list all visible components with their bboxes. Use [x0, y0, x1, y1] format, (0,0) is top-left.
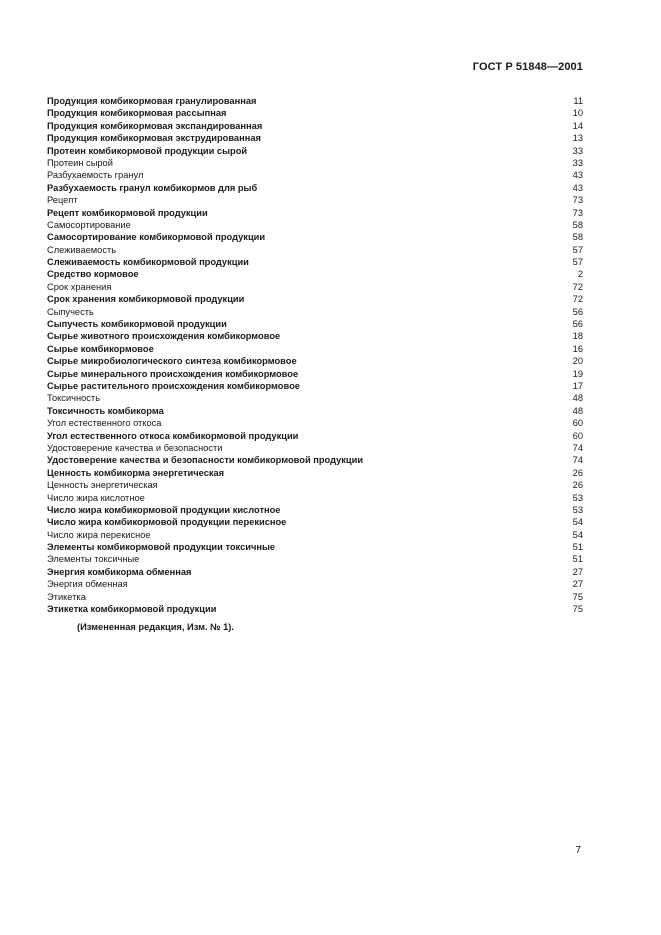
index-term: Токсичность: [47, 393, 101, 404]
index-entry: [47, 603, 583, 615]
index-term: Разбухаемость гранул комбикормов для рыб: [47, 182, 258, 193]
index-entry: [47, 343, 583, 355]
index-page-ref: 72: [572, 281, 583, 292]
index-page-ref: 20: [572, 356, 583, 367]
index-entry: [47, 194, 583, 206]
index-page-ref: 19: [572, 368, 583, 379]
index-entry: [47, 541, 583, 553]
index-entry: [47, 256, 583, 268]
index-term: Рецепт: [47, 195, 78, 206]
index-page-ref: 57: [572, 257, 583, 268]
index-page-ref: 51: [572, 542, 583, 553]
index-term: Разбухаемость гранул: [47, 170, 144, 181]
index-entry: [47, 529, 583, 541]
index-term: Ценность комбикорма энергетическая: [47, 467, 225, 478]
index-entry: [47, 182, 583, 194]
index-term: Угол естественного откоса комбикормовой продукции: [47, 430, 299, 441]
index-page-ref: 48: [572, 393, 583, 404]
index-entry: [47, 107, 583, 119]
index-entry: [47, 454, 583, 466]
index-page-ref: 53: [572, 504, 583, 515]
index-term: Срок хранения комбикормовой продукции: [47, 294, 245, 305]
index-entry: [47, 479, 583, 491]
index-page-ref: 33: [572, 157, 583, 168]
page-number: 7: [575, 845, 581, 856]
index-entry: [47, 368, 583, 380]
index-page-ref: 74: [572, 442, 583, 453]
document-header: ГОСТ Р 51848—2001: [472, 61, 583, 73]
index-entry: [47, 306, 583, 318]
index-term: Элементы комбикормовой продукции токсичные: [47, 542, 276, 553]
index-term: Средство кормовое: [47, 269, 139, 280]
index-term: Токсичность комбикорма: [47, 405, 164, 416]
index-page-ref: 72: [572, 294, 583, 305]
index-page-ref: 75: [572, 604, 583, 615]
index-page-ref: 10: [572, 108, 583, 119]
index-term: Протеин комбикормовой продукции сырой: [47, 145, 248, 156]
index-entry: [47, 244, 583, 256]
index-page-ref: 27: [572, 579, 583, 590]
index-entry: [47, 405, 583, 417]
index-term: Этикетка комбикормовой продукции: [47, 604, 217, 615]
index-term: Число жира кислотное: [47, 492, 145, 503]
index-term: Число жира комбикормовой продукции перекисное: [47, 517, 287, 528]
index-term: Самосортирование: [47, 219, 131, 230]
index-term: Сырье комбикормовое: [47, 343, 154, 354]
index-entry: [47, 318, 583, 330]
alphabetical-index: [47, 95, 583, 615]
index-entry: [47, 467, 583, 479]
index-term: Удостоверение качества и безопасности: [47, 442, 223, 453]
index-entry: [47, 281, 583, 293]
index-entry: [47, 157, 583, 169]
index-entry: [47, 380, 583, 392]
index-page-ref: 33: [572, 145, 583, 156]
index-entry: [47, 169, 583, 181]
index-page-ref: 26: [572, 480, 583, 491]
index-term: Продукция комбикормовая экспандированная: [47, 120, 263, 131]
index-term: Сырье микробиологического синтеза комбикормовое: [47, 356, 297, 367]
index-term: Слеживаемость комбикормовой продукции: [47, 257, 249, 268]
index-entry: [47, 442, 583, 454]
index-term: Сырье минерального происхождения комбикормовое: [47, 368, 299, 379]
index-page-ref: 73: [572, 195, 583, 206]
index-term: Энергия комбикорма обменная: [47, 566, 192, 577]
index-term: Сырье животного происхождения комбикормовое: [47, 331, 281, 342]
index-term: Сыпучесть: [47, 306, 94, 317]
index-page-ref: 60: [572, 430, 583, 441]
index-term: Ценность энергетическая: [47, 480, 158, 491]
index-page-ref: 58: [572, 219, 583, 230]
index-entry: [47, 566, 583, 578]
index-page-ref: 11: [573, 96, 583, 106]
index-term: Сырье растительного происхождения комбикормовое: [47, 380, 300, 391]
index-page-ref: 53: [572, 492, 583, 503]
index-page-ref: 57: [572, 244, 583, 255]
index-term: Протеин сырой: [47, 157, 113, 168]
index-entry: [47, 504, 583, 516]
index-entry: [47, 417, 583, 429]
index-page-ref: 18: [572, 331, 583, 342]
index-entry: [47, 268, 583, 280]
index-term: Продукция комбикормовая рассыпная: [47, 108, 227, 119]
index-page-ref: 26: [572, 467, 583, 478]
index-entry: [47, 330, 583, 342]
amendment-note: (Измененная редакция, Изм. № 1).: [77, 622, 234, 632]
index-entry: [47, 231, 583, 243]
index-page-ref: 17: [572, 380, 583, 391]
index-entry: [47, 492, 583, 504]
index-entry: [47, 95, 583, 107]
index-page-ref: 27: [572, 566, 583, 577]
index-page-ref: 54: [572, 529, 583, 540]
index-term: Рецепт комбикормовой продукции: [47, 207, 208, 218]
index-page-ref: 43: [572, 182, 583, 193]
index-page-ref: 51: [572, 554, 583, 565]
index-entry: [47, 120, 583, 132]
index-page-ref: 74: [572, 455, 583, 466]
index-page-ref: 43: [572, 170, 583, 181]
index-term: Угол естественного откоса: [47, 418, 162, 429]
index-term: Продукция комбикормовая гранулированная: [47, 96, 257, 106]
index-entry: [47, 132, 583, 144]
index-entry: [47, 293, 583, 305]
index-entry: [47, 578, 583, 590]
index-term: Слеживаемость: [47, 244, 117, 255]
index-entry: [47, 145, 583, 157]
index-page-ref: 2: [577, 269, 583, 280]
index-entry: [47, 207, 583, 219]
index-term: Энергия обменная: [47, 579, 128, 590]
index-term: Удостоверение качества и безопасности комбикормовой продукции: [47, 455, 364, 466]
index-term: Продукция комбикормовая экструдированная: [47, 133, 261, 144]
index-page-ref: 13: [572, 133, 583, 144]
index-page-ref: 48: [572, 405, 583, 416]
index-page-ref: 75: [572, 591, 583, 602]
index-page-ref: 14: [572, 120, 583, 131]
index-page-ref: 56: [572, 319, 583, 330]
index-term: Число жира комбикормовой продукции кислотное: [47, 504, 281, 515]
index-entry: [47, 392, 583, 404]
index-term: Этикетка: [47, 591, 86, 602]
index-page-ref: 60: [572, 418, 583, 429]
index-entry: [47, 430, 583, 442]
index-term: Сыпучесть комбикормовой продукции: [47, 319, 227, 330]
index-term: Срок хранения: [47, 281, 112, 292]
index-entry: [47, 219, 583, 231]
index-page-ref: 54: [572, 517, 583, 528]
index-entry: [47, 355, 583, 367]
index-page-ref: 16: [572, 343, 583, 354]
index-term: Число жира перекисное: [47, 529, 151, 540]
index-page-ref: 73: [572, 207, 583, 218]
index-page-ref: 56: [572, 306, 583, 317]
index-term: Элементы токсичные: [47, 554, 140, 565]
index-entry: [47, 591, 583, 603]
index-page-ref: 58: [572, 232, 583, 243]
index-entry: [47, 516, 583, 528]
index-entry: [47, 553, 583, 565]
index-term: Самосортирование комбикормовой продукции: [47, 232, 266, 243]
